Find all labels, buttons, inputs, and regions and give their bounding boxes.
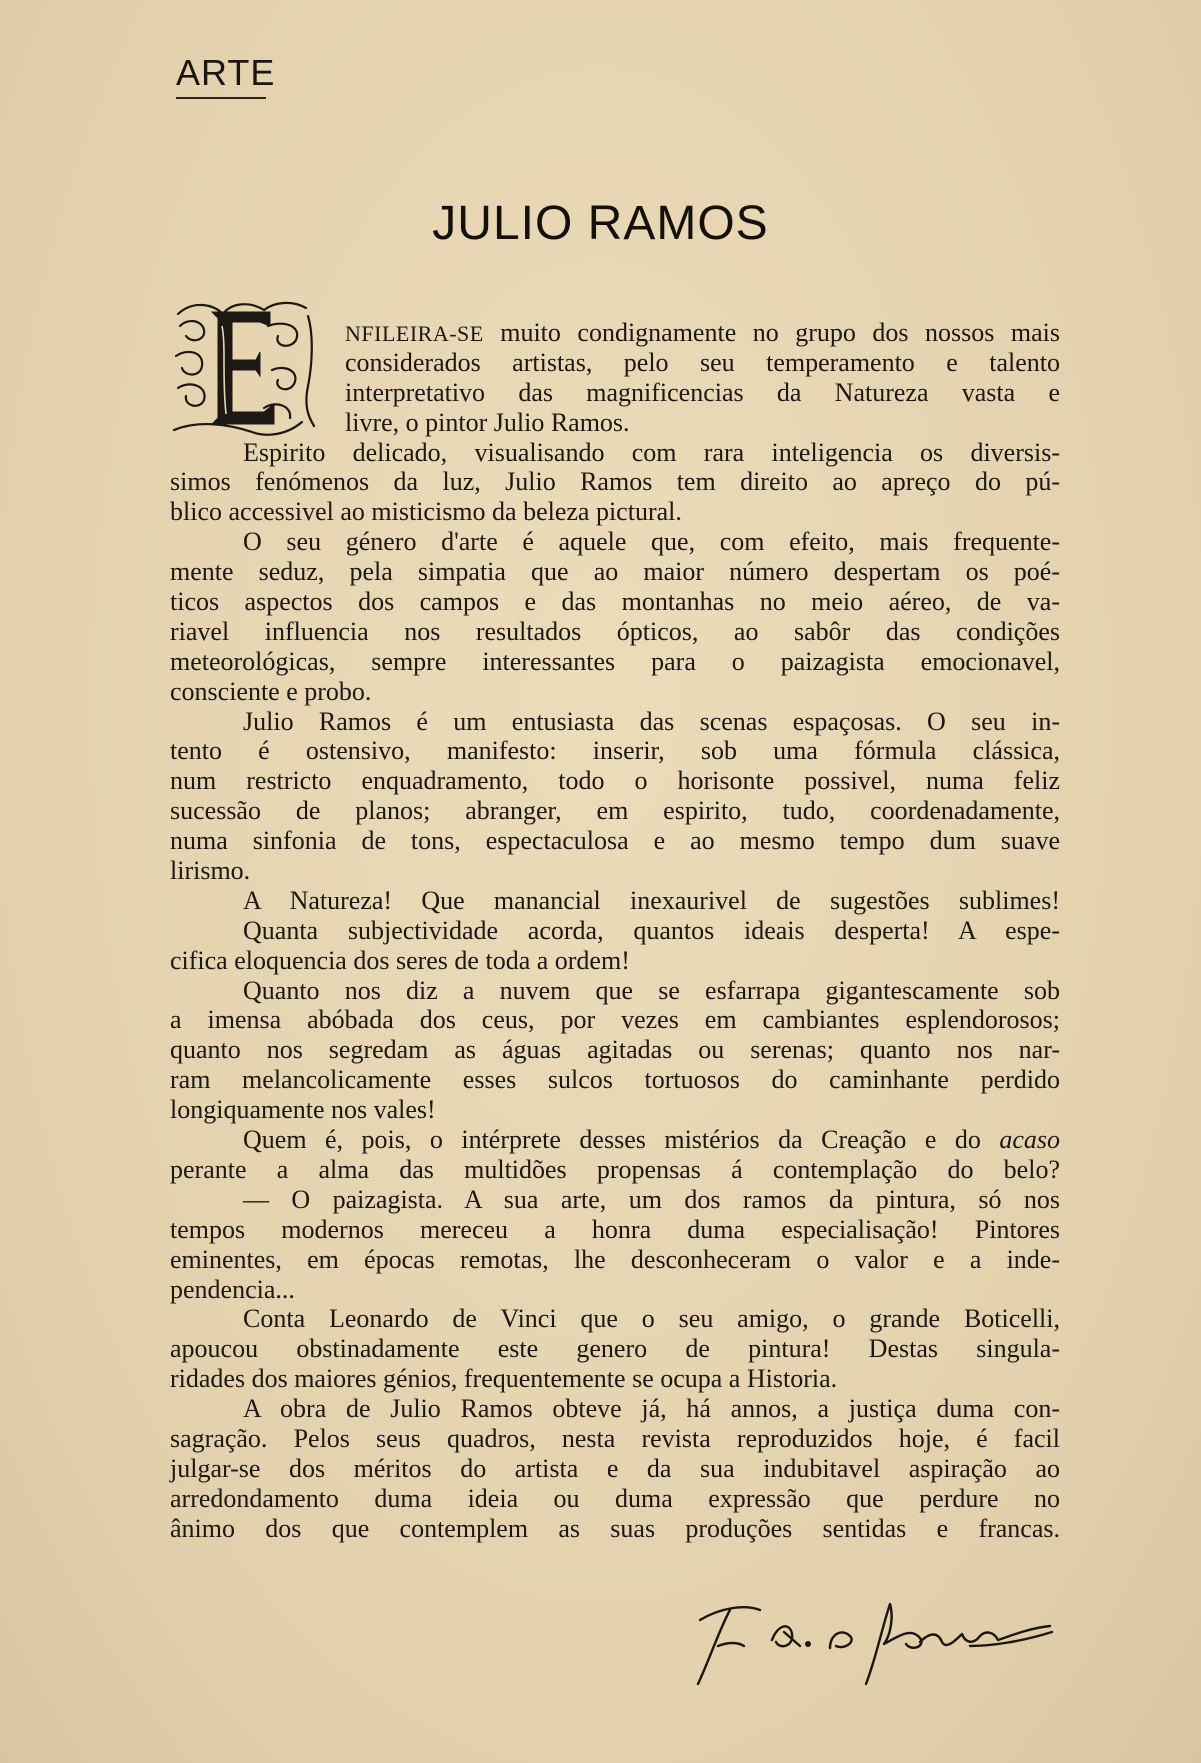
- text-line: ticos aspectos dos campos e das montanhas no meio aéreo, de va-: [170, 587, 1060, 617]
- section-underline: [176, 97, 266, 99]
- text-line: Conta Leonardo de Vinci que o seu amigo, o grande Boticelli,: [243, 1304, 1060, 1334]
- text-line: Espirito delicado, visualisando com rara inteligencia os diversis-: [243, 437, 1060, 467]
- text-line: tento é ostensivo, manifesto: inserir, sob uma fórmula clássica,: [170, 736, 1060, 766]
- text-line: tempos modernos mereceu a honra duma especialisação! Pintores: [170, 1214, 1060, 1244]
- text-line: sagração. Pelos seus quadros, nesta revista reproduzidos hoje, é facil: [170, 1423, 1060, 1453]
- text-line: livre, o pintor Julio Ramos.: [345, 407, 630, 437]
- text-line: A obra de Julio Ramos obteve já, há annos, a justiça duma con-: [243, 1394, 1060, 1424]
- text-line: a imensa abóbada dos ceus, por vezes em cambiantes esplendorosos;: [170, 1005, 1060, 1035]
- text-line: julgar-se dos méritos do artista e da sua indubitavel aspiração ao: [170, 1453, 1060, 1483]
- text-line: ram melancolicamente esses sulcos tortuosos do caminhante perdido: [170, 1065, 1060, 1095]
- text-line: — O paizagista. A sua arte, um dos ramos da pintura, só nos: [243, 1184, 1060, 1214]
- text-line: Quanto nos diz a nuvem que se esfarrapa gigantescamente sob: [243, 975, 1060, 1005]
- text-line: lirismo.: [170, 856, 251, 886]
- text-line: num restricto enquadramento, todo o horisonte possivel, numa feliz: [170, 766, 1060, 796]
- text-line: simos fenómenos da luz, Julio Ramos tem direito ao apreço do pú-: [170, 467, 1060, 497]
- text-line: apoucou obstinadamente este genero de pintura! Destas singula-: [170, 1334, 1060, 1364]
- article-title: JULIO RAMOS: [432, 197, 769, 250]
- text-line: arredondamento duma ideia ou duma expressão que perdure no: [170, 1483, 1060, 1513]
- text-line: Quanta subjectividade acorda, quantos ideais desperta! A espe-: [243, 915, 1060, 945]
- text-line: interpretativo das magnificencias da Natureza vasta e: [345, 377, 1060, 407]
- text-line: meteorológicas, sempre interessantes para o paizagista emocionavel,: [170, 646, 1060, 676]
- text-line: sucessão de planos; abranger, em espirito, tudo, coordenadamente,: [170, 796, 1060, 826]
- text-line: mente seduz, pela simpatia que ao maior número despertam os poé-: [170, 557, 1060, 587]
- text-line: riavel influencia nos resultados ópticos, ao sabôr das condições: [170, 616, 1060, 646]
- text-line: considerados artistas, pelo seu temperamento e talento: [345, 347, 1060, 377]
- text-line: Julio Ramos é um entusiasta das scenas espaçosas. O seu in-: [243, 706, 1060, 736]
- text-line: ridades dos maiores génios, frequentemente se ocupa a Historia.: [170, 1364, 838, 1394]
- text-line: Quem é, pois, o intérprete desses mistérios da Creação e do acaso: [243, 1125, 1060, 1155]
- text-line: cifica eloquencia dos seres de toda a ordem!: [170, 945, 630, 975]
- emphasis-acaso: acaso: [999, 1125, 1060, 1155]
- text-line: quanto nos segredam as águas agitadas ou serenas; quanto nos nar-: [170, 1035, 1060, 1065]
- text-line: A Natureza! Que manancial inexaurivel de sugestões sublimes!: [243, 885, 1060, 915]
- text-line: pendencia...: [170, 1274, 295, 1304]
- text-line: numa sinfonia de tons, espectaculosa e ao mesmo tempo dum suave: [170, 826, 1060, 856]
- article-body: [170, 318, 1060, 1544]
- text-line: O seu género d'arte é aquele que, com efeito, mais frequente-: [243, 527, 1060, 557]
- lead-in: NFILEIRA-SE: [345, 321, 484, 346]
- section-label: ARTE: [176, 52, 276, 93]
- text-line: blico accessivel ao misticismo da beleza pictural.: [170, 497, 682, 527]
- text-line: ânimo dos que contemplem as suas produções sentidas e francas.: [170, 1513, 1060, 1543]
- text-line: eminentes, em épocas remotas, lhe desconheceram o valor e a inde-: [170, 1244, 1060, 1274]
- text-line: NFILEIRA-SE muito condignamente no grupo dos nossos mais: [345, 318, 1060, 347]
- handwritten-signature-icon: [680, 1588, 1060, 1688]
- text-line: consciente e probo.: [170, 676, 372, 706]
- text-line: perante a alma das multidões propensas á contemplação do belo?: [170, 1154, 1060, 1184]
- text-line: longiquamente nos vales!: [170, 1095, 436, 1125]
